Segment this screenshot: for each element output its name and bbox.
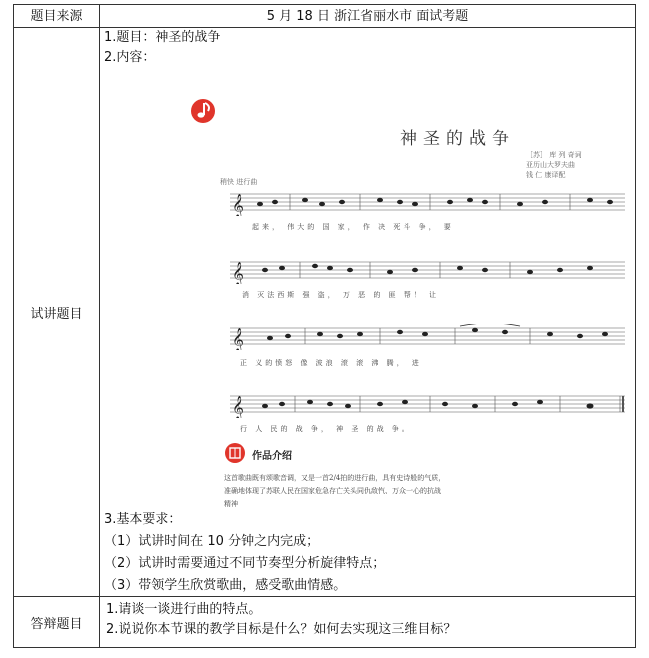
teaching-content <box>100 28 636 597</box>
tempo-marking: 稍快 进行曲 <box>220 178 258 186</box>
staff-line-4 <box>230 392 630 418</box>
lyric-line-3: 正 义的愤怒 像 波浪 滚 滚 沸 腾， 进 <box>240 359 422 367</box>
staff-line-3 <box>230 324 630 350</box>
intro-title: 作品介绍 <box>252 451 292 462</box>
defense-question: 2.说说你本节课的教学目标是什么？如何去实现这三维目标？ <box>106 622 457 637</box>
source-value: 5 月 18 日 浙江省丽水市 面试考题 <box>100 5 636 28</box>
header-row <box>14 5 636 28</box>
content-line: 2.内容： <box>104 50 156 65</box>
staff-line-2 <box>230 258 630 284</box>
music-note-logo-icon <box>190 98 218 126</box>
credit-lyricist: ［苏］ 库 列 奇词 <box>526 151 582 159</box>
intro-text-line: 这首歌曲既有颂歌音调，又是一首2/4拍的进行曲，具有史诗般的气质， <box>224 474 446 482</box>
requirement-item: （2）试讲时需要通过不同节奏型分析旋律特点； <box>104 556 386 571</box>
credit-composer: 亚历山大罗夫曲 <box>526 161 575 169</box>
defense-row <box>14 597 636 648</box>
defense-label: 答辩题目 <box>14 597 100 648</box>
staff-line-1 <box>230 190 630 216</box>
song-credits <box>526 150 582 180</box>
lyric-line-4: 行 人 民的 战 争， 神 圣 的战 争。 <box>240 425 412 433</box>
topic-line: 1.题目：神圣的战争 <box>104 30 221 45</box>
song-title: 神圣的战争 <box>400 129 515 149</box>
defense-content <box>100 597 636 648</box>
teaching-row <box>14 28 636 597</box>
intro-text-line: 准确地体现了苏联人民在国家危急存亡关头同仇敌忾、万众一心的抗战 <box>224 487 441 495</box>
lyric-line-1: 起来， 伟大的 国 家， 作 决 死斗 争， 要 <box>252 223 454 231</box>
svg-text:𝄞: 𝄞 <box>232 261 244 284</box>
svg-text:𝄞: 𝄞 <box>232 193 244 216</box>
requirement-item: （1）试讲时间在 10 分钟之内完成； <box>104 534 320 549</box>
source-label: 题目来源 <box>14 5 100 28</box>
intro-text <box>224 472 445 511</box>
book-logo-icon <box>224 442 246 464</box>
svg-text:𝄞: 𝄞 <box>232 327 244 350</box>
intro-text-line: 精神 <box>224 500 238 508</box>
exam-table <box>13 4 636 648</box>
defense-question: 1.请谈一谈进行曲的特点。 <box>106 602 262 617</box>
svg-text:𝄞: 𝄞 <box>232 395 244 418</box>
credit-translator: 钱 仁 康译配 <box>526 171 566 179</box>
teaching-label: 试讲题目 <box>14 28 100 597</box>
music-score <box>190 80 630 540</box>
lyric-line-2: 消 灭法西斯 强 盗， 万 恶 的 匪 帮！ 让 <box>242 291 440 299</box>
requirement-item: （3）带领学生欣赏歌曲，感受歌曲情感。 <box>104 578 347 593</box>
requirements-heading: 3.基本要求： <box>104 512 182 527</box>
